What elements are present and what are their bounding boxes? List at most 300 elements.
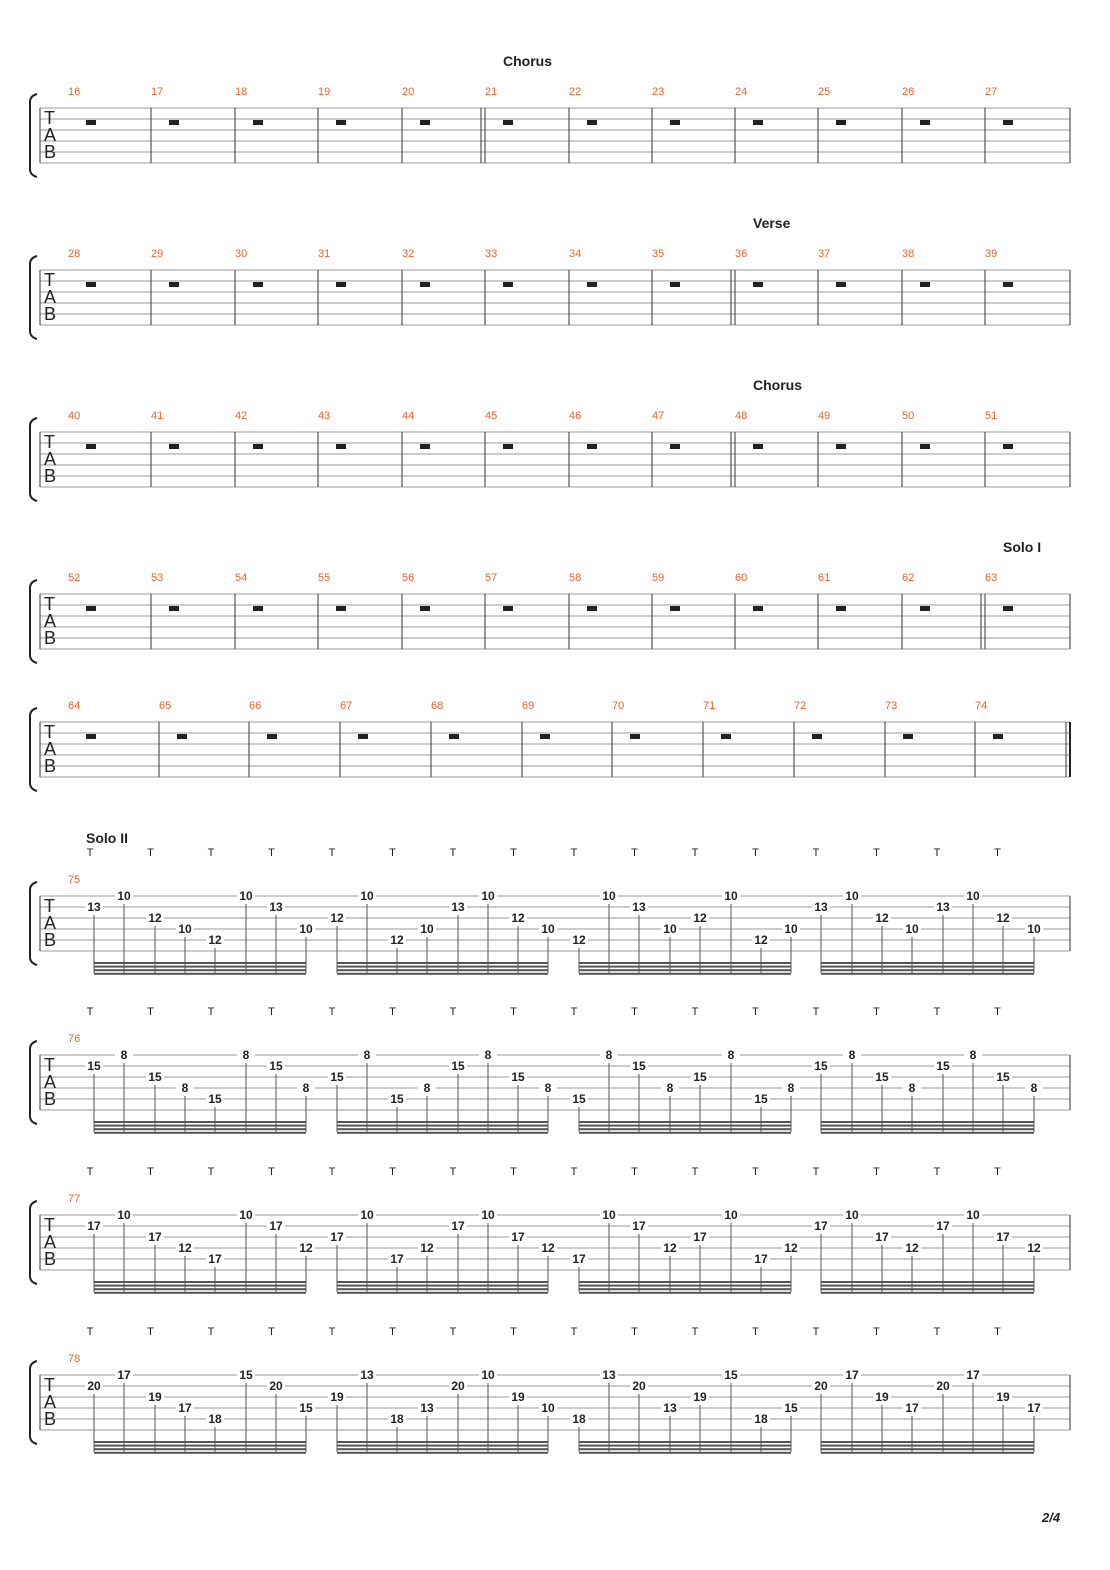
fret-number: 13 xyxy=(936,900,950,914)
fret-number: 13 xyxy=(602,1368,616,1382)
beam xyxy=(94,1132,306,1134)
fret-number: 12 xyxy=(905,1241,919,1255)
tab-clef-letter: T xyxy=(44,896,55,916)
bar-number: 17 xyxy=(151,86,164,98)
fret-number: 10 xyxy=(663,922,677,936)
rest-symbol xyxy=(587,120,597,125)
fret-number: 10 xyxy=(481,889,495,903)
tap-mark: T xyxy=(933,1326,941,1338)
tab-clef-letter: T xyxy=(44,432,55,452)
fret-number: 12 xyxy=(572,933,586,947)
fret-number: 15 xyxy=(875,1070,889,1084)
tap-mark: T xyxy=(752,1166,759,1178)
bar-number: 33 xyxy=(485,248,498,260)
system-bracket xyxy=(30,418,37,501)
fret-number: 15 xyxy=(239,1368,253,1382)
tab-clef-letter: A xyxy=(44,1392,57,1412)
tap-mark: T xyxy=(207,1166,215,1178)
tap-mark: T xyxy=(510,1166,517,1178)
beam xyxy=(821,1125,1034,1127)
tap-mark: T xyxy=(449,1326,457,1338)
bar-number: 40 xyxy=(68,410,81,422)
bar-number: 67 xyxy=(340,700,353,712)
fret-number: 15 xyxy=(299,1401,313,1415)
beam xyxy=(579,1121,791,1123)
tap-mark: T xyxy=(933,1006,941,1018)
tap-mark: T xyxy=(752,847,759,859)
tap-mark: T xyxy=(570,1006,578,1018)
rest-symbol xyxy=(177,734,187,739)
fret-number: 10 xyxy=(602,889,616,903)
beam xyxy=(337,1281,548,1283)
fret-number: 8 xyxy=(1030,1081,1038,1095)
beam xyxy=(579,1125,791,1127)
rest-symbol xyxy=(336,120,346,125)
fret-number: 15 xyxy=(693,1070,707,1084)
bar-number: 35 xyxy=(652,248,665,260)
tap-mark: T xyxy=(510,1326,517,1338)
fret-number: 13 xyxy=(663,1401,677,1415)
tab-clef-letter: T xyxy=(44,1215,55,1235)
tap-mark: T xyxy=(510,847,517,859)
beam xyxy=(821,1132,1034,1134)
tap-mark: T xyxy=(268,1166,275,1178)
fret-number: 15 xyxy=(784,1401,798,1415)
system-bracket xyxy=(30,580,37,663)
fret-number: 12 xyxy=(754,933,768,947)
tap-mark: T xyxy=(147,1006,154,1018)
fret-number: 17 xyxy=(330,1230,344,1244)
tap-mark: T xyxy=(933,847,941,859)
tap-mark: T xyxy=(86,847,94,859)
beam xyxy=(821,973,1034,975)
tab-clef-letter: B xyxy=(44,1409,57,1429)
beam xyxy=(94,1121,306,1123)
rest-symbol xyxy=(836,282,846,287)
beam xyxy=(821,969,1034,971)
fret-number: 17 xyxy=(178,1401,192,1415)
bar-number: 76 xyxy=(68,1033,81,1045)
beam xyxy=(337,962,548,964)
tap-mark: T xyxy=(691,1326,699,1338)
bar-number: 65 xyxy=(159,700,172,712)
fret-number: 8 xyxy=(727,1048,735,1062)
beam xyxy=(821,1128,1034,1130)
system-bracket xyxy=(30,94,37,177)
bar-number: 54 xyxy=(235,572,248,584)
tap-mark: T xyxy=(812,1006,820,1018)
tap-mark: T xyxy=(449,1166,457,1178)
beam xyxy=(821,962,1034,964)
tap-mark: T xyxy=(389,1326,396,1338)
tap-mark: T xyxy=(449,1006,457,1018)
bar-number: 74 xyxy=(975,700,988,712)
bar-number: 22 xyxy=(569,86,582,98)
tap-mark: T xyxy=(812,1326,820,1338)
tap-mark: T xyxy=(873,847,880,859)
bar-number: 19 xyxy=(318,86,331,98)
tap-mark: T xyxy=(449,847,457,859)
fret-number: 15 xyxy=(936,1059,950,1073)
bar-number: 52 xyxy=(68,572,81,584)
page-number: 2/4 xyxy=(1042,1510,1061,1525)
bar-number: 44 xyxy=(402,410,415,422)
rest-symbol xyxy=(86,606,96,611)
bar-number: 32 xyxy=(402,248,415,260)
rest-symbol xyxy=(1003,444,1013,449)
bar-number: 39 xyxy=(985,248,998,260)
fret-number: 8 xyxy=(848,1048,856,1062)
tab-clef-letter: B xyxy=(44,756,57,776)
rest-symbol xyxy=(993,734,1003,739)
tap-mark: T xyxy=(268,1006,275,1018)
fret-number: 15 xyxy=(208,1092,222,1106)
fret-number: 13 xyxy=(360,1368,374,1382)
bar-number: 20 xyxy=(402,86,415,98)
tap-mark: T xyxy=(994,1006,1001,1018)
section-marker: Solo II xyxy=(86,830,128,846)
tap-mark: T xyxy=(86,1166,94,1178)
rest-symbol xyxy=(358,734,368,739)
beam xyxy=(94,1445,306,1447)
beam xyxy=(337,1132,548,1134)
rest-symbol xyxy=(267,734,277,739)
fret-number: 17 xyxy=(966,1368,980,1382)
fret-number: 17 xyxy=(845,1368,859,1382)
beam xyxy=(821,1441,1034,1443)
fret-number: 15 xyxy=(754,1092,768,1106)
fret-number: 8 xyxy=(908,1081,916,1095)
system-bracket xyxy=(30,256,37,339)
fret-number: 10 xyxy=(117,889,131,903)
rest-symbol xyxy=(753,282,763,287)
beam xyxy=(94,1288,306,1290)
rest-symbol xyxy=(1003,282,1013,287)
beam xyxy=(579,1281,791,1283)
tab-clef-letter: A xyxy=(44,287,57,307)
fret-number: 10 xyxy=(299,922,313,936)
system-bracket xyxy=(30,1361,37,1444)
beam xyxy=(337,973,548,975)
tab-clef-letter: T xyxy=(44,594,55,614)
beam xyxy=(94,1292,306,1294)
bar-number: 73 xyxy=(885,700,898,712)
rest-symbol xyxy=(336,444,346,449)
bar-number: 71 xyxy=(703,700,716,712)
fret-number: 20 xyxy=(269,1379,283,1393)
beam xyxy=(94,966,306,968)
fret-number: 17 xyxy=(572,1252,586,1266)
tab-clef-letter: B xyxy=(44,628,57,648)
fret-number: 17 xyxy=(875,1230,889,1244)
beam xyxy=(94,962,306,964)
tap-mark: T xyxy=(994,847,1001,859)
bar-number: 30 xyxy=(235,248,248,260)
tab-clef-letter: T xyxy=(44,108,55,128)
beam xyxy=(821,1445,1034,1447)
rest-symbol xyxy=(420,444,430,449)
beam xyxy=(337,1121,548,1123)
rest-symbol xyxy=(1003,120,1013,125)
fret-number: 8 xyxy=(969,1048,977,1062)
fret-number: 10 xyxy=(239,1208,253,1222)
tab-clef-letter: B xyxy=(44,142,57,162)
tab-clef-letter: A xyxy=(44,1232,57,1252)
tap-mark: T xyxy=(328,1166,336,1178)
tap-mark: T xyxy=(570,847,578,859)
beam xyxy=(337,1288,548,1290)
bar-number: 31 xyxy=(318,248,331,260)
tap-mark: T xyxy=(147,1166,154,1178)
rest-symbol xyxy=(253,120,263,125)
fret-number: 17 xyxy=(269,1219,283,1233)
beam xyxy=(337,969,548,971)
rest-symbol xyxy=(587,444,597,449)
tap-mark: T xyxy=(994,1326,1001,1338)
bar-number: 43 xyxy=(318,410,331,422)
rest-symbol xyxy=(670,282,680,287)
bar-number: 63 xyxy=(985,572,998,584)
beam xyxy=(821,1121,1034,1123)
fret-number: 12 xyxy=(330,911,344,925)
fret-number: 15 xyxy=(632,1059,646,1073)
tap-mark: T xyxy=(812,847,820,859)
tap-mark: T xyxy=(328,1006,336,1018)
tap-mark: T xyxy=(752,1006,759,1018)
fret-number: 10 xyxy=(178,922,192,936)
beam xyxy=(579,1128,791,1130)
rest-symbol xyxy=(86,444,96,449)
rest-symbol xyxy=(587,282,597,287)
beam xyxy=(821,1281,1034,1283)
bar-number: 18 xyxy=(235,86,248,98)
fret-number: 15 xyxy=(390,1092,404,1106)
fret-number: 12 xyxy=(996,911,1010,925)
bar-number: 66 xyxy=(249,700,262,712)
rest-symbol xyxy=(420,282,430,287)
beam xyxy=(821,1288,1034,1290)
fret-number: 12 xyxy=(208,933,222,947)
fret-number: 10 xyxy=(602,1208,616,1222)
beam xyxy=(337,1285,548,1287)
tap-mark: T xyxy=(207,847,215,859)
fret-number: 10 xyxy=(481,1368,495,1382)
section-marker: Chorus xyxy=(753,377,802,393)
fret-number: 8 xyxy=(120,1048,128,1062)
fret-number: 13 xyxy=(632,900,646,914)
tap-mark: T xyxy=(389,847,396,859)
rest-symbol xyxy=(721,734,731,739)
rest-symbol xyxy=(920,282,930,287)
rest-symbol xyxy=(253,444,263,449)
beam xyxy=(94,1452,306,1454)
tab-clef-letter: A xyxy=(44,125,57,145)
beam xyxy=(94,1281,306,1283)
rest-symbol xyxy=(253,606,263,611)
fret-number: 12 xyxy=(511,911,525,925)
tap-mark: T xyxy=(933,1166,941,1178)
fret-number: 8 xyxy=(242,1048,250,1062)
fret-number: 8 xyxy=(666,1081,674,1095)
bar-number: 60 xyxy=(735,572,748,584)
rest-symbol xyxy=(920,606,930,611)
rest-symbol xyxy=(753,606,763,611)
tap-mark: T xyxy=(873,1326,880,1338)
fret-number: 19 xyxy=(148,1390,162,1404)
rest-symbol xyxy=(169,282,179,287)
fret-number: 19 xyxy=(511,1390,525,1404)
section-marker: Solo I xyxy=(1003,539,1042,555)
rest-symbol xyxy=(503,120,513,125)
tap-mark: T xyxy=(268,847,275,859)
fret-number: 17 xyxy=(87,1219,101,1233)
fret-number: 13 xyxy=(451,900,465,914)
fret-number: 12 xyxy=(148,911,162,925)
fret-number: 10 xyxy=(117,1208,131,1222)
bar-number: 48 xyxy=(735,410,748,422)
section-marker: Chorus xyxy=(503,53,552,69)
fret-number: 17 xyxy=(390,1252,404,1266)
rest-symbol xyxy=(753,120,763,125)
fret-number: 10 xyxy=(724,1208,738,1222)
fret-number: 19 xyxy=(330,1390,344,1404)
fret-number: 17 xyxy=(936,1219,950,1233)
tap-mark: T xyxy=(207,1006,215,1018)
fret-number: 8 xyxy=(363,1048,371,1062)
tab-clef-letter: T xyxy=(44,722,55,742)
bar-number: 46 xyxy=(569,410,582,422)
tab-clef-letter: T xyxy=(44,1375,55,1395)
tab-clef-letter: A xyxy=(44,1072,57,1092)
beam xyxy=(579,1448,791,1450)
tap-mark: T xyxy=(752,1326,759,1338)
bar-number: 62 xyxy=(902,572,915,584)
beam xyxy=(94,1441,306,1443)
fret-number: 17 xyxy=(693,1230,707,1244)
rest-symbol xyxy=(753,444,763,449)
fret-number: 12 xyxy=(541,1241,555,1255)
beam xyxy=(94,1128,306,1130)
beam xyxy=(337,1125,548,1127)
beam xyxy=(579,1285,791,1287)
tap-mark: T xyxy=(631,847,638,859)
fret-number: 15 xyxy=(996,1070,1010,1084)
rest-symbol xyxy=(169,120,179,125)
fret-number: 13 xyxy=(87,900,101,914)
bar-number: 23 xyxy=(652,86,665,98)
tap-mark: T xyxy=(207,1326,215,1338)
fret-number: 17 xyxy=(117,1368,131,1382)
fret-number: 10 xyxy=(845,889,859,903)
rest-symbol xyxy=(169,606,179,611)
fret-number: 8 xyxy=(181,1081,189,1095)
fret-number: 20 xyxy=(632,1379,646,1393)
rest-symbol xyxy=(836,606,846,611)
system-bracket xyxy=(30,882,37,965)
tap-mark: T xyxy=(389,1006,396,1018)
beam xyxy=(579,966,791,968)
beam xyxy=(579,969,791,971)
rest-symbol xyxy=(670,444,680,449)
fret-number: 10 xyxy=(1027,922,1041,936)
beam xyxy=(337,1452,548,1454)
tab-clef-letter: B xyxy=(44,304,57,324)
beam xyxy=(337,1128,548,1130)
rest-symbol xyxy=(169,444,179,449)
fret-number: 15 xyxy=(814,1059,828,1073)
bar-number: 47 xyxy=(652,410,665,422)
fret-number: 20 xyxy=(814,1379,828,1393)
bar-number: 36 xyxy=(735,248,748,260)
bar-number: 28 xyxy=(68,248,81,260)
beam xyxy=(337,966,548,968)
bar-number: 16 xyxy=(68,86,81,98)
rest-symbol xyxy=(420,606,430,611)
rest-symbol xyxy=(503,606,513,611)
bar-number: 70 xyxy=(612,700,625,712)
bar-number: 77 xyxy=(68,1193,81,1205)
fret-number: 12 xyxy=(1027,1241,1041,1255)
beam xyxy=(94,1285,306,1287)
fret-number: 20 xyxy=(451,1379,465,1393)
rest-symbol xyxy=(1003,606,1013,611)
tap-mark: T xyxy=(691,847,699,859)
beam xyxy=(821,1448,1034,1450)
bar-number: 50 xyxy=(902,410,915,422)
beam xyxy=(579,1452,791,1454)
tap-mark: T xyxy=(994,1166,1001,1178)
fret-number: 10 xyxy=(724,889,738,903)
fret-number: 15 xyxy=(451,1059,465,1073)
fret-number: 17 xyxy=(996,1230,1010,1244)
fret-number: 17 xyxy=(1027,1401,1041,1415)
beam xyxy=(579,962,791,964)
tab-clef-letter: T xyxy=(44,1055,55,1075)
bar-number: 26 xyxy=(902,86,915,98)
fret-number: 17 xyxy=(814,1219,828,1233)
beam xyxy=(337,1448,548,1450)
beam xyxy=(579,1132,791,1134)
tap-mark: T xyxy=(328,1326,336,1338)
rest-symbol xyxy=(253,282,263,287)
tap-mark: T xyxy=(631,1006,638,1018)
fret-number: 17 xyxy=(905,1401,919,1415)
tab-clef-letter: B xyxy=(44,1249,57,1269)
rest-symbol xyxy=(920,444,930,449)
bar-number: 41 xyxy=(151,410,164,422)
tap-mark: T xyxy=(570,1166,578,1178)
fret-number: 17 xyxy=(754,1252,768,1266)
rest-symbol xyxy=(86,120,96,125)
tap-mark: T xyxy=(86,1006,94,1018)
fret-number: 10 xyxy=(360,1208,374,1222)
rest-symbol xyxy=(670,120,680,125)
fret-number: 8 xyxy=(787,1081,795,1095)
fret-number: 17 xyxy=(632,1219,646,1233)
system-bracket xyxy=(30,1201,37,1284)
fret-number: 13 xyxy=(814,900,828,914)
beam xyxy=(821,1292,1034,1294)
system-bracket xyxy=(30,708,37,791)
bar-number: 21 xyxy=(485,86,498,98)
fret-number: 12 xyxy=(178,1241,192,1255)
tab-clef-letter: T xyxy=(44,270,55,290)
tap-mark: T xyxy=(86,1326,94,1338)
bar-number: 27 xyxy=(985,86,998,98)
fret-number: 10 xyxy=(905,922,919,936)
fret-number: 15 xyxy=(148,1070,162,1084)
fret-number: 17 xyxy=(511,1230,525,1244)
